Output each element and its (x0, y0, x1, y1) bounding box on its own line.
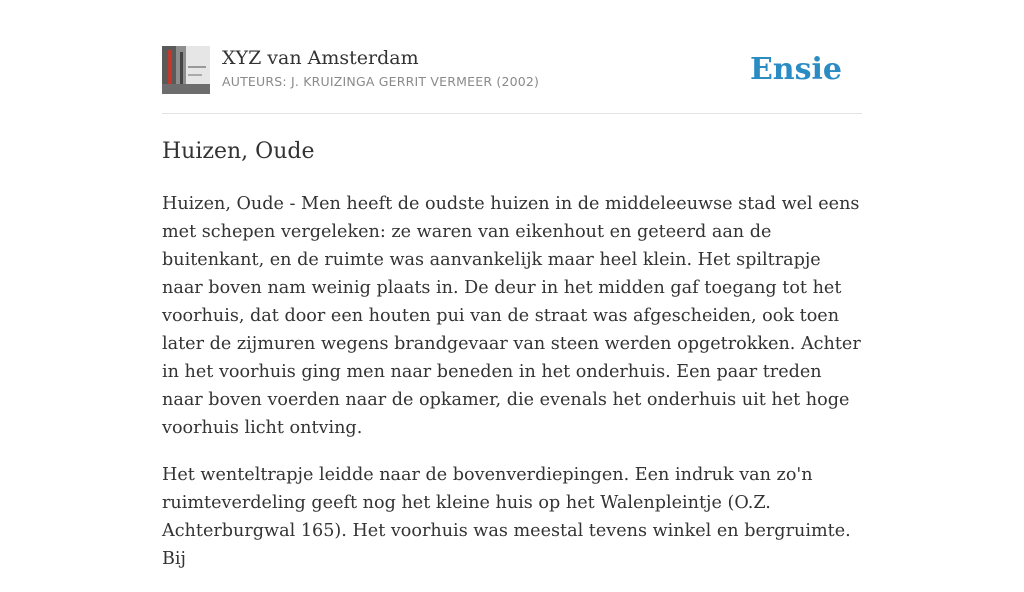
source-authors: AUTEURS: J. KRUIZINGA GERRIT VERMEER (2002) (222, 74, 540, 89)
ensie-logo[interactable]: Ensie (749, 52, 842, 87)
header-divider (162, 113, 862, 114)
book-cover-icon[interactable] (162, 46, 210, 94)
entry-paragraph: Huizen, Oude - Men heeft de oudste huizen in de middeleeuwse stad wel eens met schepen vergeleken: ze waren van eikenhout en geteerd aan de buitenkant, en de ruimte was aanvankelijk maar heel klein. Het spiltrapje naar boven nam weinig plaats in. De deur in het midden gaf toegang tot het voorhuis, dat door een houten pui van de straat was afgescheiden, ook toen later de zijmuren wegens brandgevaar van steen werden opgetrokken. Achter in het voorhuis ging men naar beneden in het onderhuis. Een paar treden naar boven voerden naar de opkamer, die evenals het onderhuis uit het hoge voorhuis licht ontving. (162, 194, 861, 438)
entry-paragraph: Het wenteltrapje leidde naar de bovenverdiepingen. Een indruk van zo'n ruimteverdeling geeft nog het kleine huis op het Walenpleintje (O.Z. Achterburgwal 165). Het voorhuis was meestal tevens winkel en bergruimte. Bij (162, 465, 851, 569)
source-title[interactable]: XYZ van Amsterdam (222, 47, 419, 69)
entry-title: Huizen, Oude (162, 139, 315, 164)
entry-body (162, 190, 862, 592)
source-header (162, 46, 862, 96)
